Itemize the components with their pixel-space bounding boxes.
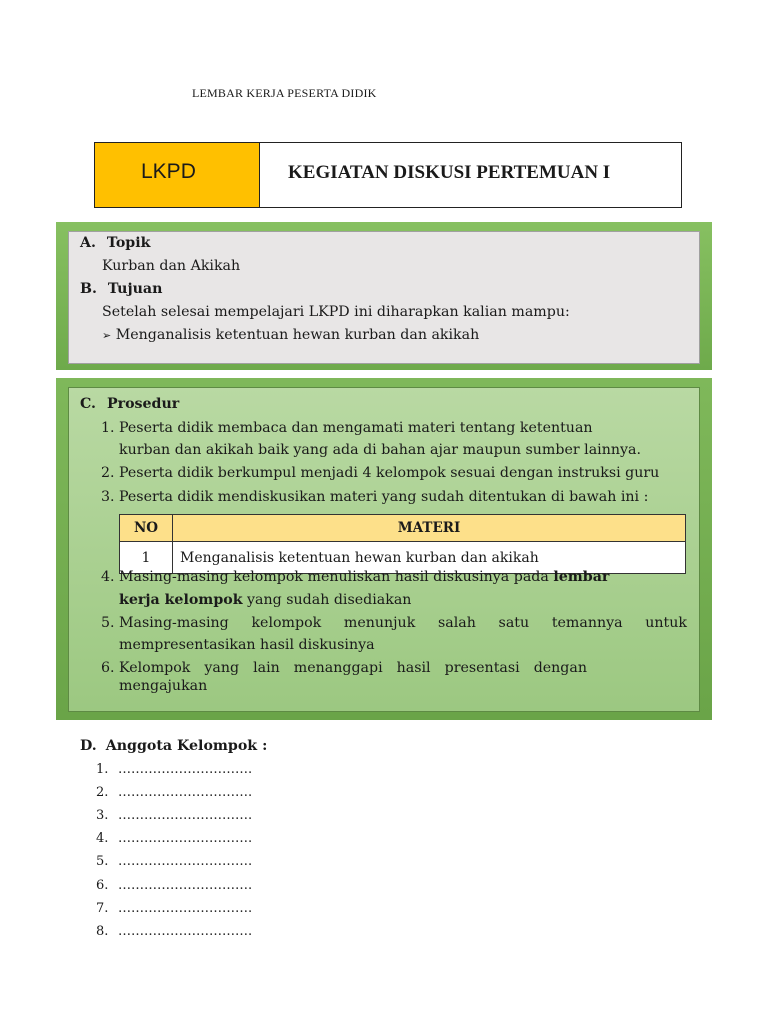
step-6-line-1: Kelompok yang lain menanggapi hasil presentasi dengan <box>119 660 587 676</box>
member-number: 3. <box>96 808 109 823</box>
section-b-title: Tujuan <box>107 281 163 297</box>
materi-table <box>119 514 686 574</box>
step-4-text-2: yang sudah disediakan <box>242 592 412 608</box>
step-6-line-2: mengajukan <box>119 678 208 694</box>
arrow-bullet-icon: ➢ <box>102 329 112 342</box>
list-item <box>96 831 252 846</box>
step-1-number: 1. <box>101 420 115 436</box>
list-item <box>96 901 252 916</box>
member-blank: …………………………. <box>118 762 253 777</box>
step-2-line-1: Peserta didik berkumpul menjadi 4 kelompok sesuai dengan instruksi guru <box>119 465 660 481</box>
materi-table-header <box>120 515 686 542</box>
section-c-heading <box>80 396 179 412</box>
member-number: 8. <box>96 924 109 939</box>
col-materi-header: MATERI <box>173 515 686 542</box>
member-number: 7. <box>96 901 109 916</box>
member-blank: …………………………. <box>118 808 253 823</box>
member-number: 2. <box>96 785 109 800</box>
step-5-line-1: Masing-masing kelompok menunjuk salah satu temannya untuk <box>119 615 687 631</box>
member-number: 1. <box>96 762 109 777</box>
section-b-heading <box>80 281 162 297</box>
step-4-bold-text: lembar <box>553 569 610 585</box>
section-b-marker: B. <box>80 281 97 297</box>
row-materi: Menganalisis ketentuan hewan kurban dan akikah <box>173 542 686 574</box>
list-item <box>96 878 252 893</box>
list-item <box>96 808 252 823</box>
step-6-number: 6. <box>101 660 115 676</box>
step-4-bold-text-2: kerja kelompok <box>119 592 243 608</box>
member-blank: …………………………. <box>118 854 253 869</box>
section-c-title: Prosedur <box>106 396 180 412</box>
member-blank: …………………………. <box>118 785 253 800</box>
member-blank: …………………………. <box>118 878 253 893</box>
document-header: LEMBAR KERJA PESERTA DIDIK <box>192 86 377 100</box>
section-a-heading <box>80 235 150 251</box>
step-4-text: Masing-masing kelompok menuliskan hasil diskusinya pada <box>119 569 554 585</box>
member-blank: …………………………. <box>118 831 253 846</box>
step-3-number: 3. <box>101 489 115 505</box>
activity-title: KEGIATAN DISKUSI PERTEMUAN I <box>288 162 611 183</box>
section-d-title: Anggota Kelompok : <box>105 738 268 754</box>
member-blank: …………………………. <box>118 901 253 916</box>
step-4-number: 4. <box>101 569 115 585</box>
row-no: 1 <box>120 542 173 574</box>
step-4-line-2 <box>119 592 411 608</box>
step-1-line-1: Peserta didik membaca dan mengamati materi tentang ketentuan <box>119 420 593 436</box>
lkpd-label: LKPD <box>95 143 260 207</box>
objective-text: Menganalisis ketentuan hewan kurban dan akikah <box>115 327 480 343</box>
list-item <box>96 762 252 777</box>
step-5-line-2: mempresentasikan hasil diskusinya <box>119 637 375 653</box>
title-table <box>94 142 682 208</box>
objective-bullet <box>102 327 479 343</box>
step-5-number: 5. <box>101 615 115 631</box>
step-4-line-1 <box>119 569 609 585</box>
step-1-line-2: kurban dan akikah baik yang ada di bahan ajar maupun sumber lainnya. <box>119 442 641 458</box>
topic-objective-panel <box>68 231 700 364</box>
section-a-marker: A. <box>80 235 96 251</box>
list-item <box>96 854 252 869</box>
section-c-marker: C. <box>80 396 96 412</box>
step-3-line-1: Peserta didik mendiskusikan materi yang sudah ditentukan di bawah ini : <box>119 489 649 505</box>
list-item <box>96 924 252 939</box>
section-a-title: Topik <box>106 235 151 251</box>
member-number: 6. <box>96 878 109 893</box>
step-2-number: 2. <box>101 465 115 481</box>
objective-intro: Setelah selesai mempelajari LKPD ini diharapkan kalian mampu: <box>102 304 570 320</box>
col-no-header: NO <box>120 515 173 542</box>
member-number: 4. <box>96 831 109 846</box>
list-item <box>96 785 252 800</box>
member-number: 5. <box>96 854 109 869</box>
member-blank: …………………………. <box>118 924 253 939</box>
topic-content: Kurban dan Akikah <box>102 258 241 274</box>
section-d-heading <box>80 738 267 754</box>
section-d-marker: D. <box>80 738 97 754</box>
